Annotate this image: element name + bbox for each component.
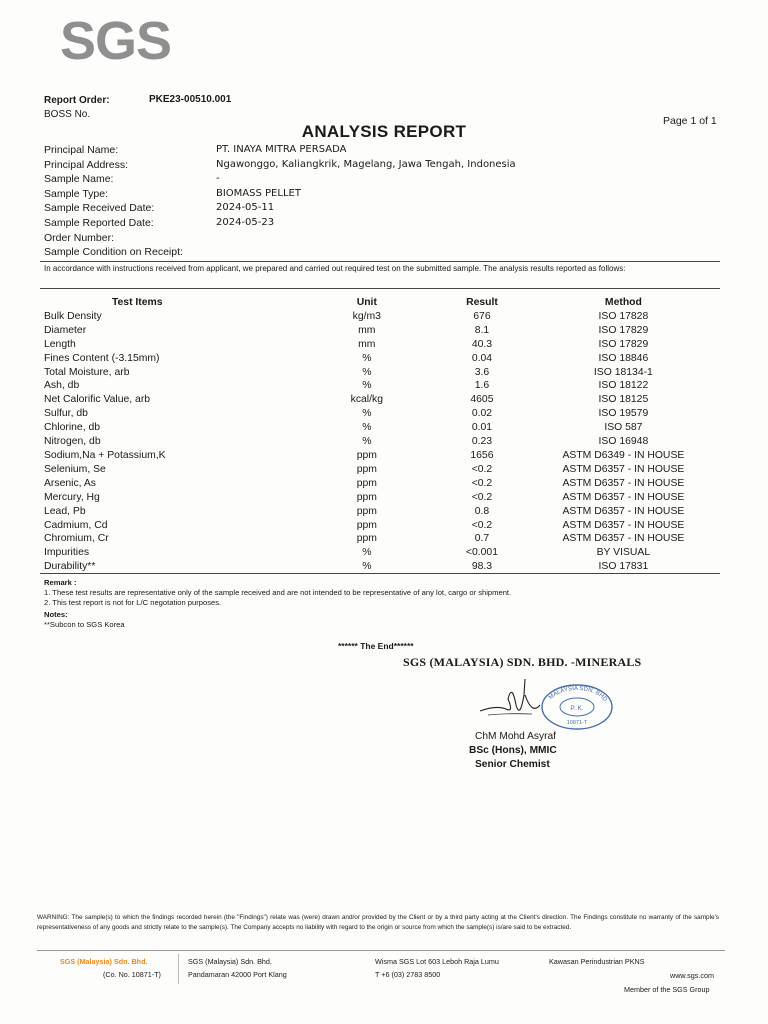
cell-result: <0.2	[471, 491, 493, 503]
table-header-row	[44, 296, 720, 310]
cell-method: ISO 18122	[598, 380, 649, 392]
header-method: Method	[604, 297, 642, 308]
report-title: ANALYSIS REPORT	[301, 122, 467, 141]
info-key: Sample Name:	[44, 173, 114, 186]
cell-test-item: Ash, db	[44, 380, 80, 392]
cell-unit: kg/m3	[352, 310, 381, 322]
info-value: Ngawonggo, Kaliangkrik, Magelang, Jawa Tengah, Indonesia	[216, 158, 516, 170]
cell-unit: ppm	[356, 449, 377, 461]
signatory-qualification: BSc (Hons), MMIC	[469, 745, 557, 756]
sgs-logo: SGS	[60, 11, 172, 71]
cell-result: 40.3	[471, 338, 493, 350]
remarks-section	[44, 578, 724, 630]
company-name: SGS (MALAYSIA) SDN. BHD. -MINERALS	[403, 655, 642, 669]
table-row	[44, 366, 720, 380]
footer-col2-line1: SGS (Malaysia) Sdn. Bhd.	[188, 957, 272, 966]
info-value: BIOMASS PELLET	[216, 187, 301, 199]
cell-unit: kcal/kg	[350, 394, 383, 406]
cell-unit: mm	[358, 324, 376, 336]
cell-method: ISO 18134-1	[593, 366, 653, 378]
cell-method: ASTM D6357 - IN HOUSE	[562, 463, 685, 475]
cell-unit: %	[362, 436, 372, 448]
cell-method: ASTM D6357 - IN HOUSE	[562, 519, 685, 531]
table-row	[44, 519, 720, 533]
cell-unit: %	[362, 408, 372, 420]
signatory-block	[469, 730, 557, 772]
cell-method: ISO 16948	[598, 436, 649, 448]
table-row	[44, 379, 720, 393]
cell-test-item: Sulfur, db	[44, 408, 88, 420]
footer-web: www.sgs.com	[670, 971, 714, 980]
info-row	[44, 201, 724, 216]
table-row	[44, 463, 720, 477]
intro-text: In accordance with instructions received from applicant, we prepared and carried out required test on the submitted sample. The analysis results reported as follows:	[44, 264, 626, 273]
stamp-inner-text: P. K.	[570, 705, 584, 712]
cell-result: <0.2	[471, 519, 493, 531]
cell-result: 3.6	[474, 366, 490, 378]
remark-line-1: 1. These test results are representative only of the sample received and are not intended to be representative of any lot, cargo or shipment.	[44, 588, 512, 597]
cell-test-item: Nitrogen, db	[44, 436, 101, 448]
cell-test-item: Diameter	[44, 324, 87, 336]
cell-method: ASTM D6357 - IN HOUSE	[562, 477, 685, 489]
footer-col3-line2: T +6 (03) 2783 8500	[375, 970, 441, 979]
cell-unit: ppm	[356, 477, 377, 489]
info-key: Sample Condition on Receipt:	[44, 246, 183, 259]
cell-unit: %	[362, 561, 372, 573]
cell-test-item: Net Calorific Value, arb	[44, 394, 151, 406]
cell-method: ISO 17829	[598, 324, 649, 336]
info-row	[44, 143, 724, 158]
info-row	[44, 187, 724, 202]
cell-result: 98.3	[471, 561, 493, 573]
cell-method: ISO 587	[604, 422, 643, 434]
divider-table-bottom	[40, 573, 720, 574]
divider-table-top	[40, 288, 720, 289]
info-key: Sample Reported Date:	[44, 216, 154, 229]
header-unit: Unit	[356, 297, 377, 308]
warning-text: WARNING: The sample(s) to which the findings recorded herein (the "Findings") relate was (were) drawn and/or provided by the Client or by a third party acting at the Client's direction. The Findings constitute no warranty of the sample's representativeness of any goods and strictly relate to the sample(s). The Company accepts no liability with regard to the origin or source from which the sample(s) is/are said to be extracted.	[37, 914, 719, 931]
footer-separator	[178, 954, 179, 984]
footer-col2-line2: Pandamaran 42000 Port Klang	[188, 970, 287, 979]
notes-label: Notes:	[44, 610, 68, 619]
cell-method: ISO 19579	[598, 408, 649, 420]
cell-result: 0.23	[471, 436, 493, 448]
signature-mark	[478, 675, 548, 725]
boss-no-label: BOSS No.	[44, 109, 91, 120]
cell-method: ASTM D6357 - IN HOUSE	[562, 505, 685, 517]
signatory-name: ChM Mohd Asyraf	[475, 731, 556, 742]
page-number: Page 1 of 1	[663, 115, 717, 127]
cell-method: ISO 17831	[598, 561, 649, 573]
cell-test-item: Fines Content (-3.15mm)	[44, 352, 160, 364]
notes-line-1: **Subcon to SGS Korea	[44, 620, 125, 629]
divider-top	[40, 261, 720, 262]
cell-test-item: Length	[44, 338, 76, 350]
cell-result: 8.1	[474, 324, 490, 336]
cell-test-item: Impurities	[44, 547, 90, 559]
sample-info	[44, 143, 724, 260]
the-end: ****** The End******	[338, 641, 414, 651]
table-row	[44, 393, 720, 407]
cell-result: 4605	[470, 394, 494, 406]
cell-result: 0.8	[474, 505, 490, 517]
cell-method: ASTM D6357 - IN HOUSE	[562, 491, 685, 503]
cell-result: 1656	[470, 449, 494, 461]
table-row	[44, 338, 720, 352]
cell-method: ISO 17829	[598, 338, 649, 350]
remark-label: Remark :	[44, 578, 77, 587]
table-row	[44, 449, 720, 463]
table-row	[44, 352, 720, 366]
cell-test-item: Durability**	[44, 561, 96, 573]
table-row	[44, 505, 720, 519]
cell-test-item: Mercury, Hg	[44, 491, 100, 503]
header-test-items: Test Items	[111, 297, 163, 308]
cell-unit: %	[362, 547, 372, 559]
cell-unit: mm	[358, 338, 376, 350]
company-stamp	[540, 683, 614, 731]
cell-result: 676	[473, 310, 491, 322]
report-order-label: Report Order:	[44, 95, 110, 106]
cell-method: ISO 18125	[598, 394, 649, 406]
table-row	[44, 324, 720, 338]
info-key: Sample Type:	[44, 187, 109, 200]
signatory-position: Senior Chemist	[475, 759, 550, 770]
cell-result: 1.6	[474, 380, 490, 392]
info-row	[44, 216, 724, 231]
footer-brand: SGS (Malaysia) Sdn. Bhd.	[60, 957, 148, 966]
table-row	[44, 546, 720, 560]
info-row	[44, 172, 724, 187]
stamp-outer-text: MALAYSIA SDN. BHD.	[548, 685, 609, 705]
info-row	[44, 231, 724, 246]
cell-test-item: Chromium, Cr	[44, 533, 109, 545]
cell-result: 0.7	[474, 533, 490, 545]
cell-method: ISO 18846	[598, 352, 649, 364]
footer-co-no: (Co. No. 10871-T)	[103, 970, 161, 979]
info-value: PT. INAYA MITRA PERSADA	[216, 144, 347, 155]
cell-unit: ppm	[356, 505, 377, 517]
footer-col3-line1: Wisma SGS Lot 603 Leboh Raja Lumu	[375, 957, 499, 966]
cell-unit: %	[362, 422, 372, 434]
info-key: Sample Received Date:	[44, 202, 155, 215]
cell-unit: ppm	[356, 519, 377, 531]
info-key: Order Number:	[44, 231, 115, 244]
cell-test-item: Bulk Density	[44, 310, 102, 322]
info-value: -	[216, 173, 220, 185]
cell-result: 0.01	[471, 422, 493, 434]
cell-result: <0.2	[471, 477, 493, 489]
cell-method: BY VISUAL	[596, 547, 651, 559]
stamp-number: 10871-T	[566, 720, 588, 726]
info-value: 2024-05-11	[216, 202, 275, 214]
cell-unit: ppm	[356, 491, 377, 503]
report-order-value: PKE23-00510.001	[149, 94, 232, 105]
cell-method: ASTM D6357 - IN HOUSE	[562, 533, 685, 545]
cell-method: ASTM D6349 - IN HOUSE	[562, 449, 685, 461]
cell-test-item: Arsenic, As	[44, 477, 96, 489]
info-key: Principal Address:	[44, 158, 129, 171]
table-row	[44, 532, 720, 546]
header-result: Result	[466, 297, 498, 308]
cell-result: 0.04	[471, 352, 493, 364]
table-row	[44, 310, 720, 324]
info-value: 2024-05-23	[216, 216, 275, 228]
remark-line-2: 2. This test report is not for L/C negotation purposes.	[44, 598, 222, 607]
cell-unit: %	[362, 380, 372, 392]
cell-method: ISO 17828	[598, 310, 649, 322]
info-row	[44, 158, 724, 173]
cell-test-item: Selenium, Se	[44, 463, 106, 475]
cell-result: <0.001	[465, 547, 498, 559]
cell-result: <0.2	[471, 463, 493, 475]
results-table	[44, 296, 720, 574]
cell-test-item: Sodium,Na + Potassium,K	[44, 449, 166, 461]
cell-test-item: Cadmium, Cd	[44, 519, 108, 531]
cell-unit: %	[362, 352, 372, 364]
cell-test-item: Total Moisture, arb	[44, 366, 130, 378]
cell-result: 0.02	[471, 408, 493, 420]
info-row	[44, 245, 724, 260]
table-row	[44, 407, 720, 421]
cell-unit: %	[362, 366, 372, 378]
cell-test-item: Chlorine, db	[44, 422, 101, 434]
table-row	[44, 477, 720, 491]
cell-unit: ppm	[356, 463, 377, 475]
cell-test-item: Lead, Pb	[44, 505, 86, 517]
info-key: Principal Name:	[44, 144, 119, 156]
table-row	[44, 491, 720, 505]
table-row	[44, 435, 720, 449]
footer-member: Member of the SGS Group	[624, 985, 710, 994]
footer-col4-line1: Kawasan Perindustrian PKNS	[549, 957, 645, 966]
table-row	[44, 421, 720, 435]
cell-unit: ppm	[356, 533, 377, 545]
footer-divider	[37, 950, 725, 951]
